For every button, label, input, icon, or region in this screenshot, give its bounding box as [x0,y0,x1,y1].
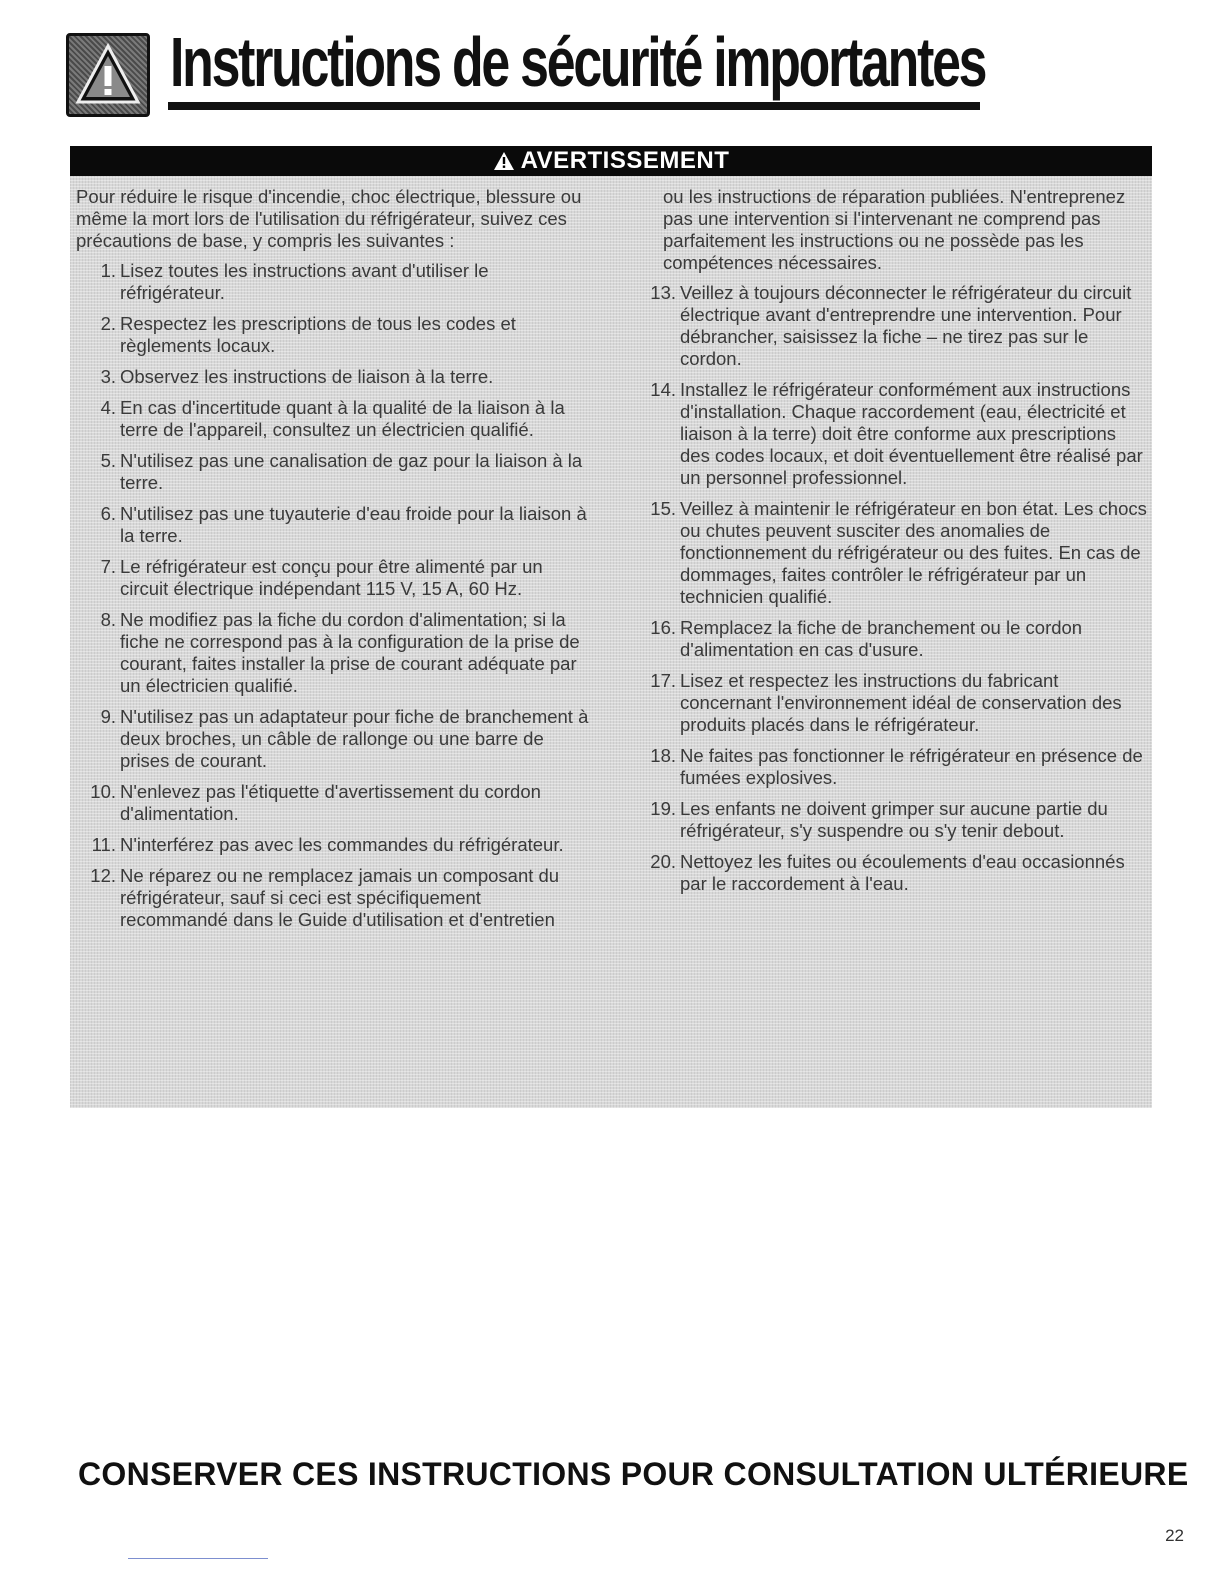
list-item-text: Veillez à toujours déconnecter le réfrigérateur du circuit électrique avant d'entreprendre une intervention. Pour débrancher, saisissez la fiche – ne tirez pas sur le cordon. [680,282,1132,369]
list-item-text: Ne faites pas fonctionner le réfrigérateur en présence de fumées explosives. [680,745,1143,788]
list-item [76,781,590,825]
title-divider [168,102,980,110]
warning-triangle-icon [66,33,150,117]
list-item-text: Installez le réfrigérateur conformément aux instructions d'installation. Chaque raccordement (eau, électricité et liaison à la terre) doit être conforme aux prescriptions des codes locaux, et doit éventuellement être réalisé par un personnel professionnel. [680,379,1143,488]
list-item-text: Ne modifiez pas la fiche du cordon d'alimentation; si la fiche ne correspond pas à la configuration de la prise de courant, faites installer la prise de courant adéquate par un électricien qualifié. [120,609,580,696]
page-title: Instructions de sécurité importantes [170,23,986,101]
list-item-text: En cas d'incertitude quant à la qualité de la liaison à la terre de l'appareil, consultez un électricien qualifié. [120,397,565,440]
warning-list-right [636,282,1148,895]
list-item [636,851,1148,895]
list-item-text: Respectez les prescriptions de tous les codes et règlements locaux. [120,313,516,356]
page-number: 22 [1165,1526,1184,1545]
list-item-number: 19. [650,798,676,819]
list-item-number: 10. [90,781,116,802]
list-item-number: 11. [91,834,116,855]
list-item-text: N'utilisez pas une canalisation de gaz pour la liaison à la terre. [120,450,583,493]
list-item-number: 5. [100,450,116,471]
warning-column-left [76,186,590,940]
warning-heading: AVERTISSEMENT [520,147,730,174]
list-item [76,397,590,441]
list-item-number: 9. [100,706,116,727]
list-item [76,450,590,494]
list-item-number: 17. [650,670,676,691]
list-item-text: N'enlevez pas l'étiquette d'avertissement du cordon d'alimentation. [120,781,541,824]
list-item [76,260,590,304]
list-item-text: Observez les instructions de liaison à la terre. [120,366,494,387]
list-item-text: Ne réparez ou ne remplacez jamais un composant du réfrigérateur, sauf si ceci est spécifiquement recommandé dans le Guide d'utilisation et d'entretien [120,865,560,930]
list-item [76,609,590,697]
list-item-text: Les enfants ne doivent grimper sur aucune partie du réfrigérateur, s'y suspendre ou s'y tenir debout. [680,798,1108,841]
list-item-number: 12. [90,865,116,886]
list-item [76,865,590,931]
list-item [636,282,1148,370]
warning-triangle-icon [493,151,515,171]
list-item-number: 14. [650,379,676,400]
warning-header [70,146,1152,176]
list-item [636,745,1148,789]
list-item-number: 20. [650,851,676,872]
list-item-number: 18. [650,745,676,766]
list-item [76,556,590,600]
list-item-text: N'utilisez pas un adaptateur pour fiche de branchement à deux broches, un câble de rallonge ou une barre de prises de courant. [120,706,589,771]
list-item-number: 15. [650,498,676,519]
list-item [636,798,1148,842]
list-item [636,617,1148,661]
list-item [636,379,1148,489]
list-item [76,503,590,547]
list-item-text: Le réfrigérateur est conçu pour être alimenté par un circuit électrique indépendant 115 V, 15 A, 60 Hz. [120,556,543,599]
list-item-number: 1. [100,260,116,281]
list-item-text: Lisez toutes les instructions avant d'utiliser le réfrigérateur. [120,260,489,303]
list-item [636,670,1148,736]
item-12-continuation: ou les instructions de réparation publiées. N'entreprenez pas une intervention si l'intervenant ne comprend pas parfaitement les instructions ou ne possède pas les compétences nécessaires. [663,186,1126,273]
list-item-number: 8. [100,609,116,630]
list-item-text: Lisez et respectez les instructions du fabricant concernant l'environnement idéal de conservation des produits placés dans le réfrigérateur. [680,670,1122,735]
list-item-number: 6. [100,503,116,524]
list-item-number: 2. [100,313,116,334]
list-item-text: N'utilisez pas une tuyauterie d'eau froide pour la liaison à la terre. [120,503,587,546]
warning-column-right [636,186,1148,904]
warning-intro: Pour réduire le risque d'incendie, choc électrique, blessure ou même la mort lors de l'utilisation du réfrigérateur, suivez ces précautions de base, y compris les suivantes : [76,186,582,251]
list-item-text: Veillez à maintenir le réfrigérateur en bon état. Les chocs ou chutes peuvent susciter des anomalies de fonctionnement du réfrigérateur ou des fuites. En cas de dommages, faites contrôler le réfrigérateur par un technicien qualifié. [680,498,1147,607]
list-item [76,313,590,357]
list-item [76,366,590,388]
list-item-text: N'interférez pas avec les commandes du réfrigérateur. [120,834,564,855]
save-instructions-note: CONSERVER CES INSTRUCTIONS POUR CONSULTATION ULTÉRIEURE [78,1456,1189,1492]
list-item-number: 7. [100,556,116,577]
list-item-text: Remplacez la fiche de branchement ou le cordon d'alimentation en cas d'usure. [680,617,1083,660]
list-item-number: 3. [100,366,116,387]
list-item-number: 4. [100,397,116,418]
decorative-line [128,1558,268,1559]
list-item-text: Nettoyez les fuites ou écoulements d'eau occasionnés par le raccordement à l'eau. [680,851,1125,894]
list-item [76,834,590,856]
warning-list-left [76,260,590,931]
list-item-number: 16. [650,617,676,638]
list-item [636,498,1148,608]
warning-panel [70,146,1152,1108]
list-item-number: 13. [650,282,676,303]
list-item [76,706,590,772]
